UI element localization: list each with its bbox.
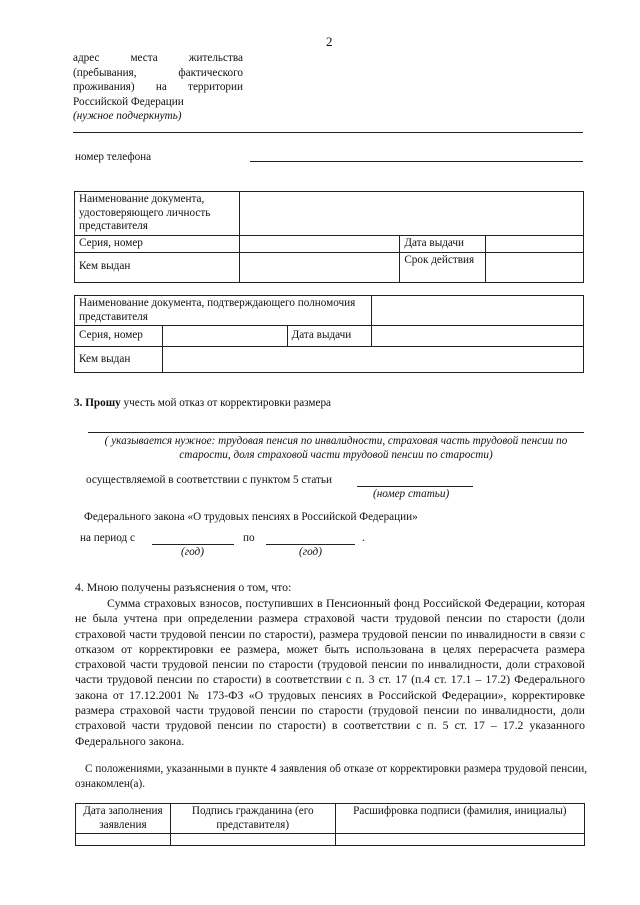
pension-type-fill-line[interactable] bbox=[88, 432, 584, 433]
address-block bbox=[73, 51, 243, 124]
auth-series-label: Серия, номер bbox=[75, 326, 163, 347]
rep-series-label: Серия, номер bbox=[75, 236, 240, 253]
period-label: на период с bbox=[80, 532, 136, 544]
page-number: 2 bbox=[326, 34, 333, 49]
section3-request bbox=[74, 397, 331, 409]
auth-series-field[interactable] bbox=[162, 326, 287, 347]
rep-validity-label: Срок действия bbox=[400, 252, 486, 282]
address-fill-line[interactable] bbox=[73, 132, 583, 133]
section3-number: 3. bbox=[74, 397, 83, 409]
date-filled-field[interactable] bbox=[76, 834, 171, 846]
address-line: адрес места жительства bbox=[73, 52, 243, 64]
phone-fill-line[interactable] bbox=[250, 161, 583, 162]
article-text: осуществляемой в соответствии с пунктом 5 статьи bbox=[86, 474, 333, 486]
rep-issued-by-label: Кем выдан bbox=[75, 252, 240, 282]
address-line: проживания) на территории bbox=[73, 81, 243, 93]
acknowledgement-text: С положениями, указанными в пункте 4 заявления об отказе от корректировки размера трудовой пенсии, ознакомлен(а). bbox=[75, 763, 587, 790]
rep-series-field[interactable] bbox=[239, 236, 400, 253]
year-hint-start: (год) bbox=[181, 546, 204, 558]
auth-issued-by-field[interactable] bbox=[162, 347, 583, 373]
section4-paragraph: Сумма страховых взносов, поступивших в Пенсионный фонд Российской Федерации, которая не была учтена при определении размера страховой части трудовой пенсии по старости (доли страховой части трудовой пенсии по старости), размера трудовой пенсии по инвалидности в связи с отказом от корректировки ее размера, может быть использована в целях перерасчета размера страховой части трудовой пенсии по старости (трудовой пенсии по инвалидности, доли страховой части трудовой пенсии по старости) в соответствии с п. 3 ст. 17 (п.4 ст. 17.1 – 17.2) Федерального закона от 17.12.2001 № 173-ФЗ «О трудовых пенсиях в Российской Федерации», корректировке размера страховой части трудовой пенсии по старости (трудовой пенсии по инвалидности, доли страховой части трудовой пенсии по старости) в соответствии с п. 5 ст. 17 – 17.2 указанного Федерального закона. bbox=[75, 596, 585, 748]
auth-doc-name-field[interactable] bbox=[372, 296, 584, 326]
auth-issue-date-field[interactable] bbox=[372, 326, 584, 347]
rep-issued-by-field[interactable] bbox=[239, 252, 400, 282]
section3-text: учесть мой отказ от корректировки размера bbox=[120, 397, 332, 409]
rep-doc-name-label: Наименование документа, удостоверяющего личность представителя bbox=[75, 192, 240, 236]
period-to-label: по bbox=[243, 532, 255, 544]
period-end-fill-line[interactable] bbox=[266, 544, 355, 545]
representative-authority-table bbox=[74, 295, 584, 373]
phone-label: номер телефона bbox=[75, 151, 152, 163]
address-line: (пребывания, фактического bbox=[73, 66, 243, 79]
signature-field[interactable] bbox=[170, 834, 335, 846]
auth-issue-date-label: Дата выдачи bbox=[287, 326, 372, 347]
rep-issue-date-field[interactable] bbox=[486, 236, 584, 253]
rep-validity-field[interactable] bbox=[486, 252, 584, 282]
representative-id-table bbox=[74, 191, 584, 283]
rep-doc-name-field[interactable] bbox=[239, 192, 583, 236]
signature-decoding-label: Расшифровка подписи (фамилия, инициалы) bbox=[335, 804, 584, 834]
address-note: (нужное подчеркнуть) bbox=[73, 110, 182, 122]
auth-issued-by-label: Кем выдан bbox=[75, 347, 163, 373]
signature-decoding-field[interactable] bbox=[335, 834, 584, 846]
period-end-dot: . bbox=[362, 532, 365, 544]
signature-table bbox=[75, 803, 585, 846]
section4-heading: 4. Мною получены разъяснения о том, что: bbox=[75, 580, 292, 594]
section3-bold-word: Прошу bbox=[85, 397, 121, 409]
article-number-fill-line[interactable] bbox=[357, 486, 473, 487]
pension-type-hint: ( указывается нужное: трудовая пенсия по инвалидности, страховая часть трудовой пенсии по старости, доля страховой части трудовой пенсии по старости) bbox=[104, 435, 568, 461]
article-number-hint: (номер статьи) bbox=[373, 488, 450, 500]
period-start-fill-line[interactable] bbox=[152, 544, 234, 545]
date-filled-label: Дата заполнения заявления bbox=[76, 804, 171, 834]
law-text: Федерального закона «О трудовых пенсиях в Российской Федерации» bbox=[84, 511, 418, 523]
signature-label: Подпись гражданина (его представителя) bbox=[170, 804, 335, 834]
auth-doc-name-label: Наименование документа, подтверждающего полномочия представителя bbox=[75, 296, 372, 326]
year-hint-end: (год) bbox=[299, 546, 322, 558]
address-line: Российской Федерации bbox=[73, 95, 184, 108]
rep-issue-date-label: Дата выдачи bbox=[400, 236, 486, 253]
